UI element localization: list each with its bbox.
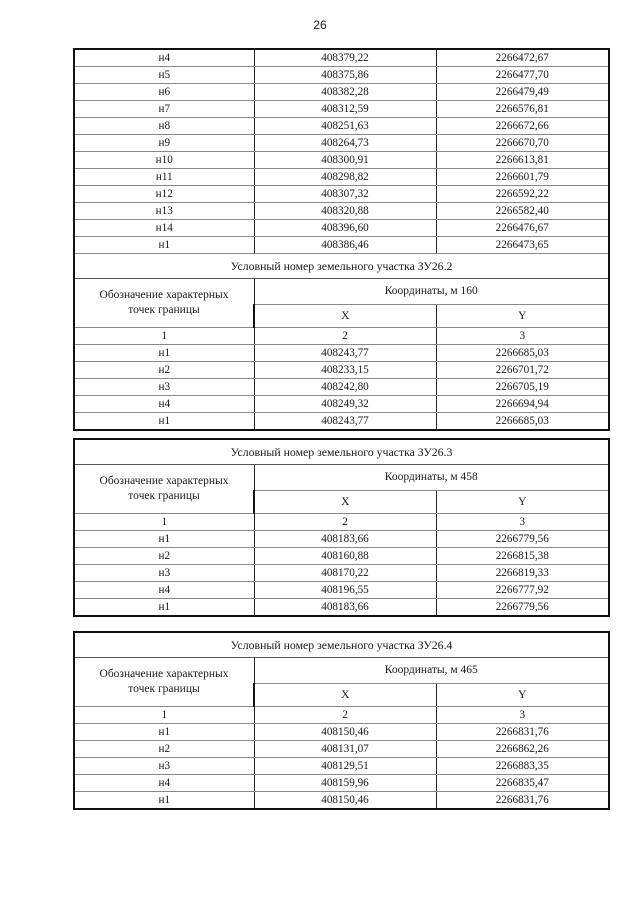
designation-label-2: точек границы (128, 304, 200, 316)
x-cell: 408183,66 (254, 599, 436, 617)
y-cell: 2266777,92 (436, 582, 609, 599)
x-cell: 408264,73 (254, 135, 436, 152)
y-cell: 2266862,26 (436, 741, 609, 758)
point-cell: н4 (74, 396, 254, 413)
point-cell: н3 (74, 758, 254, 775)
x-cell: 408249,32 (254, 396, 436, 413)
point-cell: н4 (74, 582, 254, 599)
point-cell: н1 (74, 237, 254, 254)
column-number: 2 (254, 328, 436, 345)
point-cell: н4 (74, 775, 254, 792)
column-number: 1 (74, 514, 254, 531)
y-cell: 2266819,33 (436, 565, 609, 582)
designation-header (74, 279, 254, 328)
table-row (74, 792, 609, 810)
point-cell: н6 (74, 84, 254, 101)
y-cell: 2266672,66 (436, 118, 609, 135)
y-header: Y (436, 490, 609, 513)
point-cell: н9 (74, 135, 254, 152)
point-cell: н14 (74, 220, 254, 237)
point-cell: н7 (74, 101, 254, 118)
y-cell: 2266701,72 (436, 362, 609, 379)
point-cell: н1 (74, 531, 254, 548)
header-row (74, 279, 609, 305)
x-cell: 408298,82 (254, 169, 436, 186)
x-cell: 408150,46 (254, 792, 436, 810)
table-row (74, 49, 609, 67)
header-row (74, 658, 609, 684)
x-cell: 408243,77 (254, 413, 436, 431)
table-row (74, 186, 609, 203)
coordinates-table-continued (73, 48, 608, 431)
column-number: 2 (254, 514, 436, 531)
point-cell: н1 (74, 599, 254, 617)
x-cell: 408386,46 (254, 237, 436, 254)
y-header: Y (436, 683, 609, 706)
table-row (74, 84, 609, 101)
x-cell: 408312,59 (254, 101, 436, 118)
point-cell: н1 (74, 792, 254, 810)
table-row (74, 203, 609, 220)
table-row (74, 67, 609, 84)
x-cell: 408131,07 (254, 741, 436, 758)
x-cell: 408160,88 (254, 548, 436, 565)
coordinates-header: Координаты, м 458 (254, 465, 609, 491)
x-cell: 408243,77 (254, 345, 436, 362)
table-row (74, 118, 609, 135)
column-number: 2 (254, 707, 436, 724)
column-number-row (74, 707, 609, 724)
coordinates-table-zu26-4 (73, 631, 608, 810)
y-cell: 2266779,56 (436, 531, 609, 548)
designation-label-1: Обозначение характерных (99, 289, 229, 301)
point-cell: н1 (74, 724, 254, 741)
table-row (74, 582, 609, 599)
column-number: 1 (74, 328, 254, 345)
y-cell: 2266685,03 (436, 413, 609, 431)
x-cell: 408233,15 (254, 362, 436, 379)
y-cell: 2266472,67 (436, 49, 609, 67)
table-row (74, 599, 609, 617)
point-cell: н4 (74, 49, 254, 67)
y-cell: 2266831,76 (436, 724, 609, 741)
table-row (74, 379, 609, 396)
x-cell: 408183,66 (254, 531, 436, 548)
coordinates-header: Координаты, м 160 (254, 279, 609, 305)
y-cell: 2266582,40 (436, 203, 609, 220)
table-row (74, 724, 609, 741)
table-row (74, 565, 609, 582)
point-cell: н13 (74, 203, 254, 220)
table-row (74, 548, 609, 565)
column-number: 3 (436, 328, 609, 345)
x-cell: 408159,96 (254, 775, 436, 792)
x-cell: 408320,88 (254, 203, 436, 220)
point-cell: н5 (74, 67, 254, 84)
x-cell: 408170,22 (254, 565, 436, 582)
parcel-title-row (74, 632, 609, 658)
table-row (74, 220, 609, 237)
designation-header (74, 658, 254, 707)
y-cell: 2266831,76 (436, 792, 609, 810)
designation-header (74, 465, 254, 514)
table-row (74, 345, 609, 362)
table-row (74, 396, 609, 413)
y-cell: 2266576,81 (436, 101, 609, 118)
y-cell: 2266473,65 (436, 237, 609, 254)
designation-label-1: Обозначение характерных (99, 475, 229, 487)
point-cell: н1 (74, 345, 254, 362)
table-row (74, 169, 609, 186)
table-row (74, 775, 609, 792)
table-row (74, 152, 609, 169)
parcel-title-row (74, 439, 609, 465)
x-cell: 408196,55 (254, 582, 436, 599)
x-cell: 408379,22 (254, 49, 436, 67)
x-cell: 408307,32 (254, 186, 436, 203)
column-number: 3 (436, 514, 609, 531)
table-row (74, 741, 609, 758)
point-cell: н2 (74, 362, 254, 379)
table-row (74, 413, 609, 431)
table-row (74, 135, 609, 152)
header-row (74, 465, 609, 491)
x-cell: 408150,46 (254, 724, 436, 741)
x-cell: 408300,91 (254, 152, 436, 169)
y-cell: 2266592,22 (436, 186, 609, 203)
y-cell: 2266685,03 (436, 345, 609, 362)
y-cell: 2266479,49 (436, 84, 609, 101)
x-cell: 408382,28 (254, 84, 436, 101)
designation-label-2: точек границы (128, 490, 200, 502)
table-row (74, 101, 609, 118)
y-cell: 2266835,47 (436, 775, 609, 792)
column-number-row (74, 514, 609, 531)
point-cell: н2 (74, 548, 254, 565)
table-row (74, 362, 609, 379)
column-number: 1 (74, 707, 254, 724)
y-cell: 2266705,19 (436, 379, 609, 396)
y-header: Y (436, 304, 609, 327)
y-cell: 2266694,94 (436, 396, 609, 413)
table-body (74, 49, 609, 430)
x-cell: 408396,60 (254, 220, 436, 237)
table-row (74, 758, 609, 775)
point-cell: н3 (74, 565, 254, 582)
table-row (74, 237, 609, 254)
coordinates-header: Координаты, м 465 (254, 658, 609, 684)
y-cell: 2266476,67 (436, 220, 609, 237)
point-cell: н10 (74, 152, 254, 169)
x-cell: 408242,80 (254, 379, 436, 396)
designation-label-1: Обозначение характерных (99, 668, 229, 680)
column-number: 3 (436, 707, 609, 724)
y-cell: 2266613,81 (436, 152, 609, 169)
designation-label-2: точек границы (128, 683, 200, 695)
point-cell: н3 (74, 379, 254, 396)
x-header: X (254, 490, 436, 513)
x-header: X (254, 683, 436, 706)
point-cell: н8 (74, 118, 254, 135)
page-number: 26 (313, 18, 327, 32)
parcel-title: Условный номер земельного участка ЗУ26.4 (74, 632, 609, 658)
table-row (74, 531, 609, 548)
x-cell: 408251,63 (254, 118, 436, 135)
parcel-title: Условный номер земельного участка ЗУ26.3 (74, 439, 609, 465)
point-cell: н11 (74, 169, 254, 186)
coordinates-table-zu26-3 (73, 438, 608, 617)
y-cell: 2266779,56 (436, 599, 609, 617)
x-cell: 408129,51 (254, 758, 436, 775)
y-cell: 2266670,70 (436, 135, 609, 152)
parcel-title-row (74, 254, 609, 279)
point-cell: н2 (74, 741, 254, 758)
y-cell: 2266601,79 (436, 169, 609, 186)
column-number-row (74, 328, 609, 345)
y-cell: 2266883,35 (436, 758, 609, 775)
point-cell: н12 (74, 186, 254, 203)
y-cell: 2266815,38 (436, 548, 609, 565)
y-cell: 2266477,70 (436, 67, 609, 84)
point-cell: н1 (74, 413, 254, 431)
x-header: X (254, 304, 436, 327)
x-cell: 408375,86 (254, 67, 436, 84)
parcel-title: Условный номер земельного участка ЗУ26.2 (74, 254, 609, 279)
